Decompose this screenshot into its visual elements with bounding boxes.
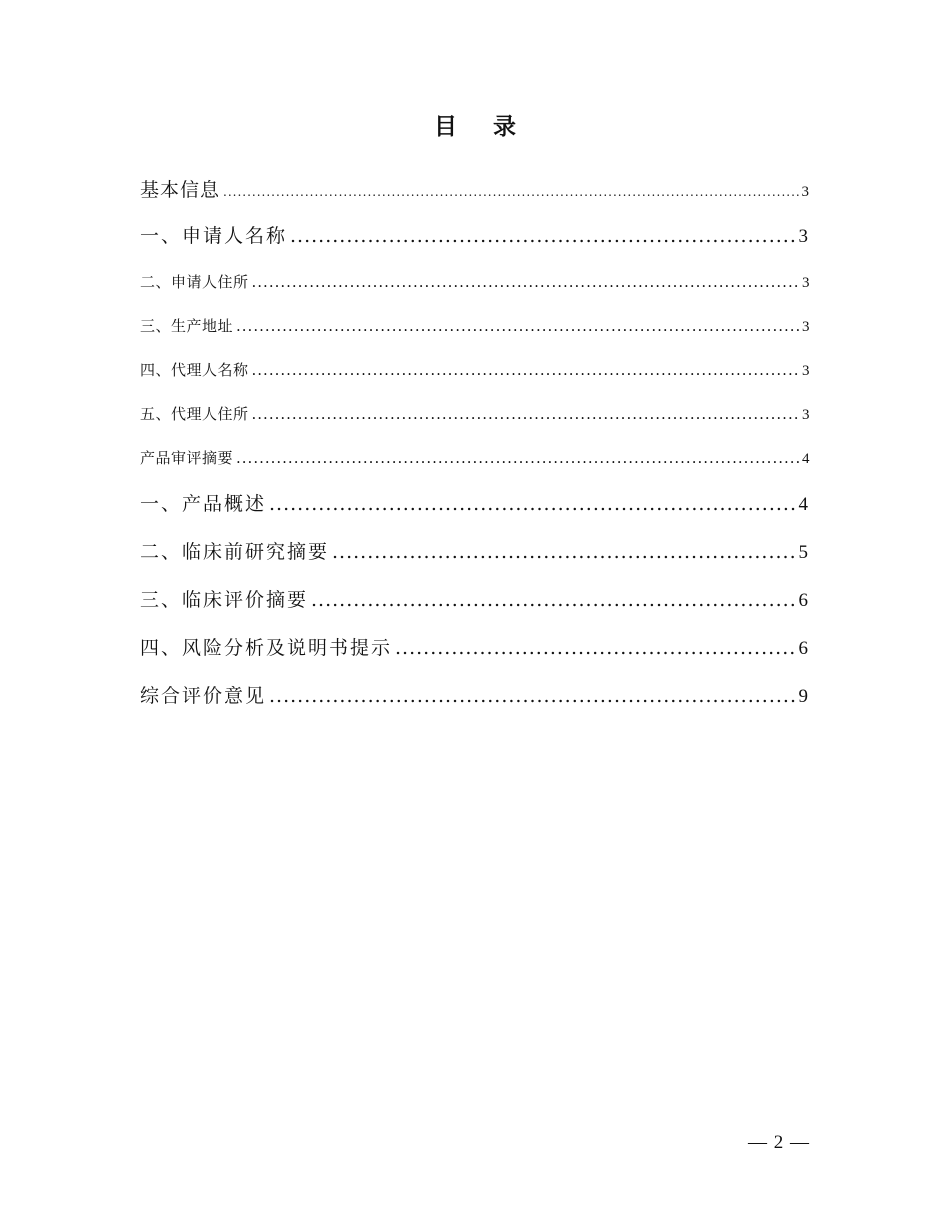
toc-entry-label: 五、代理人住所 [140,405,249,423]
toc-entry-label: 二、申请人住所 [140,273,249,291]
toc-entry-preclinical-summary[interactable] [140,528,810,576]
toc-entry-applicant-address[interactable] [140,260,810,304]
page-number: — 2 — [748,1132,810,1153]
toc-entry-page: 6 [798,590,810,611]
toc-entry-product-overview[interactable] [140,480,810,528]
toc-entry-page: 3 [802,275,810,291]
toc-dot-leader [252,260,799,304]
toc-dot-leader [223,170,798,214]
toc-entry-page: 5 [798,542,810,563]
toc-entry-review-summary[interactable] [140,436,810,480]
toc-entry-label: 一、申请人名称 [140,225,288,247]
toc-dot-leader [311,576,795,624]
toc-entry-risk-analysis[interactable] [140,624,810,672]
toc-entry-page: 3 [802,363,810,379]
toc-entry-overall-evaluation[interactable] [140,672,810,720]
toc-entry-label: 综合评价意见 [140,685,267,707]
toc-entry-label: 四、代理人名称 [140,361,249,379]
toc-dot-leader [236,436,799,480]
toc-entry-page: 3 [802,319,810,335]
toc-entry-label: 四、风险分析及说明书提示 [140,637,393,659]
toc-entry-page: 6 [798,638,810,659]
toc-entry-basic-info[interactable] [140,168,810,212]
toc-dot-leader [236,304,799,348]
toc-entry-label: 三、生产地址 [140,317,234,335]
page-title: 目 录 [433,114,530,140]
toc-entry-page: 4 [798,494,810,515]
toc-dot-leader [269,672,795,720]
toc-dot-leader [269,480,795,528]
toc-dot-leader [252,392,799,436]
toc-dot-leader [395,624,795,672]
toc-entry-page: 4 [802,451,810,467]
toc-entry-agent-address[interactable] [140,392,810,436]
toc-entry-production-address[interactable] [140,304,810,348]
toc-dot-leader [252,348,799,392]
toc-entry-applicant-name[interactable] [140,212,810,260]
toc-entry-clinical-summary[interactable] [140,576,810,624]
toc-dot-leader [290,212,795,260]
toc-entry-page: 3 [801,184,810,200]
toc-entry-page: 9 [798,686,810,707]
toc-entry-label: 一、产品概述 [140,493,267,515]
toc-entry-label: 产品审评摘要 [140,449,234,467]
toc-entry-page: 3 [798,226,810,247]
toc-entry-label: 基本信息 [140,179,221,201]
toc-entry-label: 二、临床前研究摘要 [140,541,330,563]
toc-entry-page: 3 [802,407,810,423]
table-of-contents [140,168,810,720]
toc-entry-agent-name[interactable] [140,348,810,392]
toc-entry-label: 三、临床评价摘要 [140,589,309,611]
toc-dot-leader [332,528,795,576]
